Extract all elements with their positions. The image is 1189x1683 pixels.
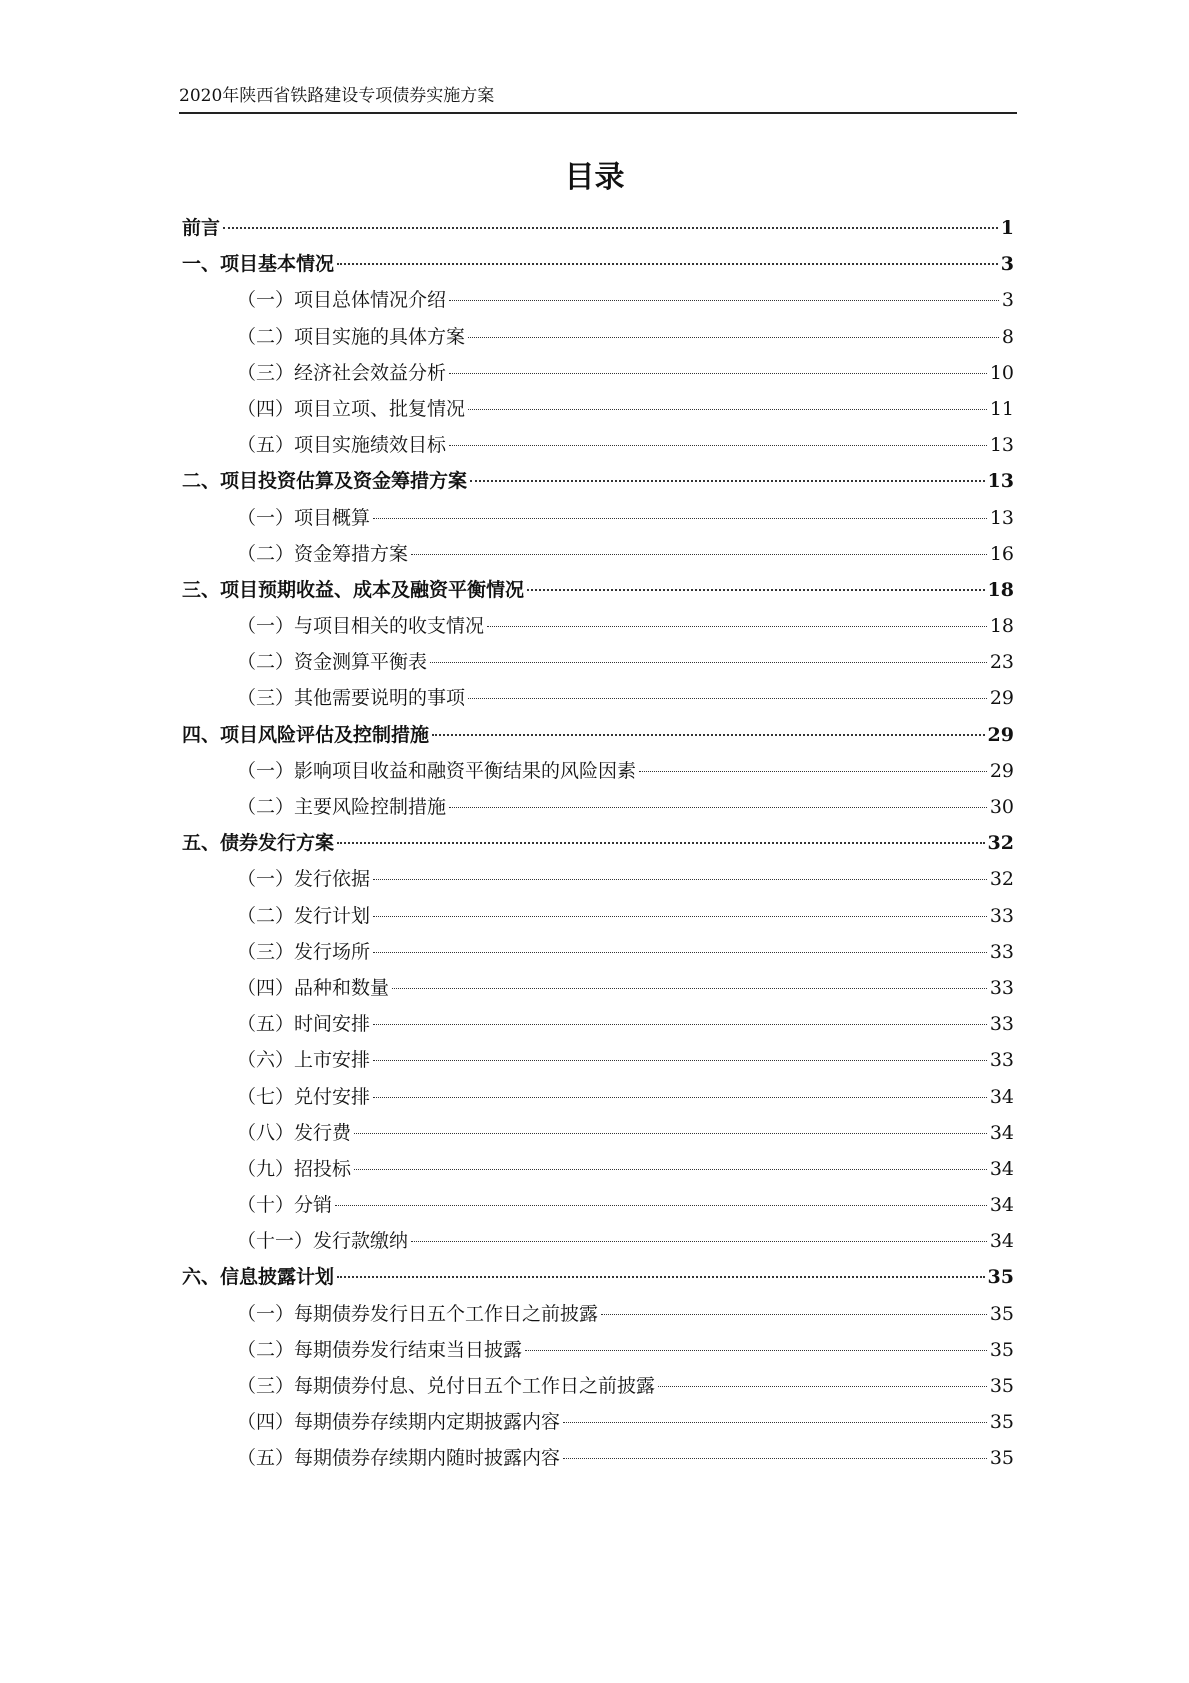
- toc-entry-label: （三）每期债券付息、兑付日五个工作日之前披露: [237, 1375, 656, 1397]
- toc-subsection-entry[interactable]: [182, 427, 1014, 463]
- toc-entry-label: （二）资金测算平衡表: [237, 651, 428, 674]
- toc-page-number: 13: [987, 470, 1014, 493]
- toc-entry-label: （四）品种和数量: [237, 976, 390, 999]
- toc-subsection-entry[interactable]: [182, 1042, 1014, 1078]
- toc-page-number: 3: [1001, 289, 1014, 312]
- toc-entry-label: （五）每期债券存续期内随时披露内容: [237, 1447, 561, 1470]
- toc-subsection-entry[interactable]: [182, 355, 1014, 391]
- toc-subsection-entry[interactable]: [182, 1332, 1014, 1368]
- toc-page-number: 32: [989, 868, 1014, 891]
- toc-subsection-entry[interactable]: [182, 861, 1014, 897]
- toc-page-number: 34: [989, 1121, 1014, 1144]
- toc-entry-label: 前言: [182, 217, 221, 239]
- toc-page-number: 13: [989, 506, 1014, 529]
- toc-subsection-entry[interactable]: [182, 934, 1014, 970]
- toc-subsection-entry[interactable]: [182, 789, 1014, 825]
- toc-entry-label: （五）项目实施绩效目标: [237, 434, 447, 457]
- toc-entry-label: （十一）发行款缴纳: [237, 1230, 409, 1253]
- dot-leader: [373, 1097, 987, 1098]
- dot-leader: [468, 337, 999, 338]
- toc-subsection-entry[interactable]: [182, 970, 1014, 1006]
- toc-page-number: 33: [989, 940, 1014, 963]
- toc-subsection-entry[interactable]: [182, 644, 1014, 680]
- toc-entry-label: 五、债券发行方案: [182, 832, 335, 855]
- toc-page-number: 1: [1000, 217, 1014, 239]
- toc-page-number: 30: [989, 796, 1014, 818]
- toc-section-entry[interactable]: [182, 572, 1014, 608]
- dot-leader: [337, 1276, 985, 1278]
- toc-page-number: 33: [989, 976, 1014, 999]
- dot-leader: [563, 1458, 987, 1459]
- dot-leader: [373, 518, 987, 519]
- toc-subsection-entry[interactable]: [182, 1404, 1014, 1440]
- toc-entry-label: （四）项目立项、批复情况: [237, 397, 466, 420]
- toc-entry-label: （一）项目总体情况介绍: [237, 289, 447, 312]
- toc-page-number: 33: [989, 1013, 1014, 1036]
- dot-leader: [335, 1205, 987, 1206]
- toc-page-number: 35: [989, 1411, 1014, 1434]
- dot-leader: [468, 409, 987, 410]
- dot-leader: [449, 807, 987, 808]
- dot-leader: [432, 734, 985, 736]
- toc-subsection-entry[interactable]: [182, 391, 1014, 427]
- toc-subsection-entry[interactable]: [182, 753, 1014, 789]
- dot-leader: [527, 589, 985, 591]
- toc-subsection-entry[interactable]: [182, 1440, 1014, 1476]
- toc-entry-label: 四、项目风险评估及控制措施: [182, 723, 430, 746]
- toc-entry-label: （二）主要风险控制措施: [237, 796, 447, 818]
- toc-subsection-entry[interactable]: [182, 608, 1014, 644]
- toc-subsection-entry[interactable]: [182, 282, 1014, 318]
- toc-subsection-entry[interactable]: [182, 1151, 1014, 1187]
- toc-page-number: 29: [989, 687, 1014, 710]
- toc-subsection-entry[interactable]: [182, 680, 1014, 716]
- dot-leader: [411, 1241, 987, 1242]
- toc-entry-label: 三、项目预期收益、成本及融资平衡情况: [182, 578, 525, 601]
- dot-leader: [373, 1024, 987, 1025]
- toc-subsection-entry[interactable]: [182, 898, 1014, 934]
- toc-entry-label: （三）经济社会效益分析: [237, 361, 447, 384]
- dot-leader: [449, 373, 987, 374]
- dot-leader: [411, 554, 987, 555]
- toc-entry-label: （七）兑付安排: [237, 1085, 371, 1108]
- toc-page-number: 13: [989, 434, 1014, 457]
- running-header-text: 2020年陕西省铁路建设专项债券实施方案: [179, 86, 495, 106]
- toc-page-number: 29: [989, 759, 1014, 782]
- dot-leader: [337, 263, 998, 265]
- dot-leader: [449, 445, 987, 446]
- toc-section-entry[interactable]: [182, 717, 1014, 753]
- toc-page-number: 16: [989, 542, 1014, 565]
- dot-leader: [373, 916, 987, 917]
- dot-leader: [470, 480, 985, 482]
- toc-page-number: 35: [989, 1447, 1014, 1470]
- toc-entry-label: （九）招投标: [237, 1157, 352, 1180]
- dot-leader: [373, 1060, 987, 1061]
- toc-subsection-entry[interactable]: [182, 1115, 1014, 1151]
- toc-entry-label: （一）影响项目收益和融资平衡结果的风险因素: [237, 759, 637, 782]
- toc-entry-label: 六、信息披露计划: [182, 1266, 335, 1289]
- toc-subsection-entry[interactable]: [182, 1006, 1014, 1042]
- dot-leader: [337, 842, 985, 844]
- toc-page-number: 29: [987, 723, 1014, 746]
- toc-page-number: 11: [989, 397, 1014, 420]
- toc-entry-label: 一、项目基本情况: [182, 253, 335, 276]
- toc-page-number: 18: [987, 578, 1014, 601]
- dot-leader: [223, 227, 998, 229]
- toc-subsection-entry[interactable]: [182, 1368, 1014, 1404]
- toc-section-entry[interactable]: [182, 246, 1014, 282]
- running-header: [179, 84, 1017, 114]
- toc-page-number: 8: [1001, 325, 1014, 348]
- toc-subsection-entry[interactable]: [182, 1223, 1014, 1259]
- toc-page-number: 33: [989, 1049, 1014, 1072]
- toc-section-entry[interactable]: [182, 463, 1014, 499]
- toc-entry-label: （二）资金筹措方案: [237, 542, 409, 565]
- dot-leader: [639, 771, 987, 772]
- toc-page-number: 10: [989, 361, 1014, 384]
- dot-leader: [354, 1133, 987, 1134]
- table-of-contents: [182, 210, 1014, 1477]
- toc-entry-label: （十）分销: [237, 1194, 333, 1217]
- toc-subsection-entry[interactable]: [182, 1187, 1014, 1223]
- toc-subsection-entry[interactable]: [182, 1296, 1014, 1332]
- dot-leader: [601, 1314, 987, 1315]
- dot-leader: [563, 1422, 987, 1423]
- toc-page-number: 35: [987, 1266, 1014, 1289]
- toc-subsection-entry[interactable]: [182, 1079, 1014, 1115]
- toc-page-number: 33: [989, 904, 1014, 927]
- toc-subsection-entry[interactable]: [182, 319, 1014, 355]
- toc-page-number: 32: [987, 832, 1014, 855]
- toc-entry-label: （二）项目实施的具体方案: [237, 325, 466, 348]
- toc-section-entry[interactable]: [182, 825, 1014, 861]
- toc-page-number: 35: [989, 1375, 1014, 1397]
- toc-entry-label: （三）其他需要说明的事项: [237, 687, 466, 710]
- toc-entry-label: （二）每期债券发行结束当日披露: [237, 1338, 523, 1361]
- toc-title: 目录: [564, 160, 625, 195]
- toc-page-number: 35: [989, 1302, 1014, 1325]
- toc-entry-label: （一）项目概算: [237, 506, 371, 529]
- toc-page-number: 34: [989, 1230, 1014, 1253]
- toc-entry-label: （六）上市安排: [237, 1049, 371, 1072]
- dot-leader: [525, 1350, 987, 1351]
- toc-entry-label: （三）发行场所: [237, 940, 371, 963]
- dot-leader: [449, 300, 999, 301]
- toc-subsection-entry[interactable]: [182, 500, 1014, 536]
- toc-page-number: 34: [989, 1157, 1014, 1180]
- toc-entry-label: （四）每期债券存续期内定期披露内容: [237, 1411, 561, 1434]
- toc-page-number: 35: [989, 1338, 1014, 1361]
- toc-section-entry[interactable]: [182, 1259, 1014, 1295]
- toc-page-number: 3: [1000, 253, 1014, 276]
- dot-leader: [658, 1386, 987, 1387]
- dot-leader: [354, 1169, 987, 1170]
- toc-page-number: 34: [989, 1194, 1014, 1217]
- toc-page-number: 18: [989, 615, 1014, 638]
- dot-leader: [430, 662, 987, 663]
- toc-entry-label: （八）发行费: [237, 1121, 352, 1144]
- toc-entry-label: （一）每期债券发行日五个工作日之前披露: [237, 1302, 599, 1325]
- toc-page-number: 23: [989, 651, 1014, 674]
- toc-entry-label: （一）与项目相关的收支情况: [237, 615, 485, 638]
- dot-leader: [373, 952, 987, 953]
- toc-section-entry[interactable]: [182, 210, 1014, 246]
- toc-entry-label: （二）发行计划: [237, 904, 371, 927]
- dot-leader: [392, 988, 987, 989]
- toc-page-number: 34: [989, 1085, 1014, 1108]
- toc-entry-label: （五）时间安排: [237, 1013, 371, 1036]
- toc-entry-label: 二、项目投资估算及资金筹措方案: [182, 470, 468, 493]
- toc-entry-label: （一）发行依据: [237, 868, 371, 891]
- dot-leader: [373, 879, 987, 880]
- dot-leader: [487, 626, 987, 627]
- toc-subsection-entry[interactable]: [182, 536, 1014, 572]
- dot-leader: [468, 698, 987, 699]
